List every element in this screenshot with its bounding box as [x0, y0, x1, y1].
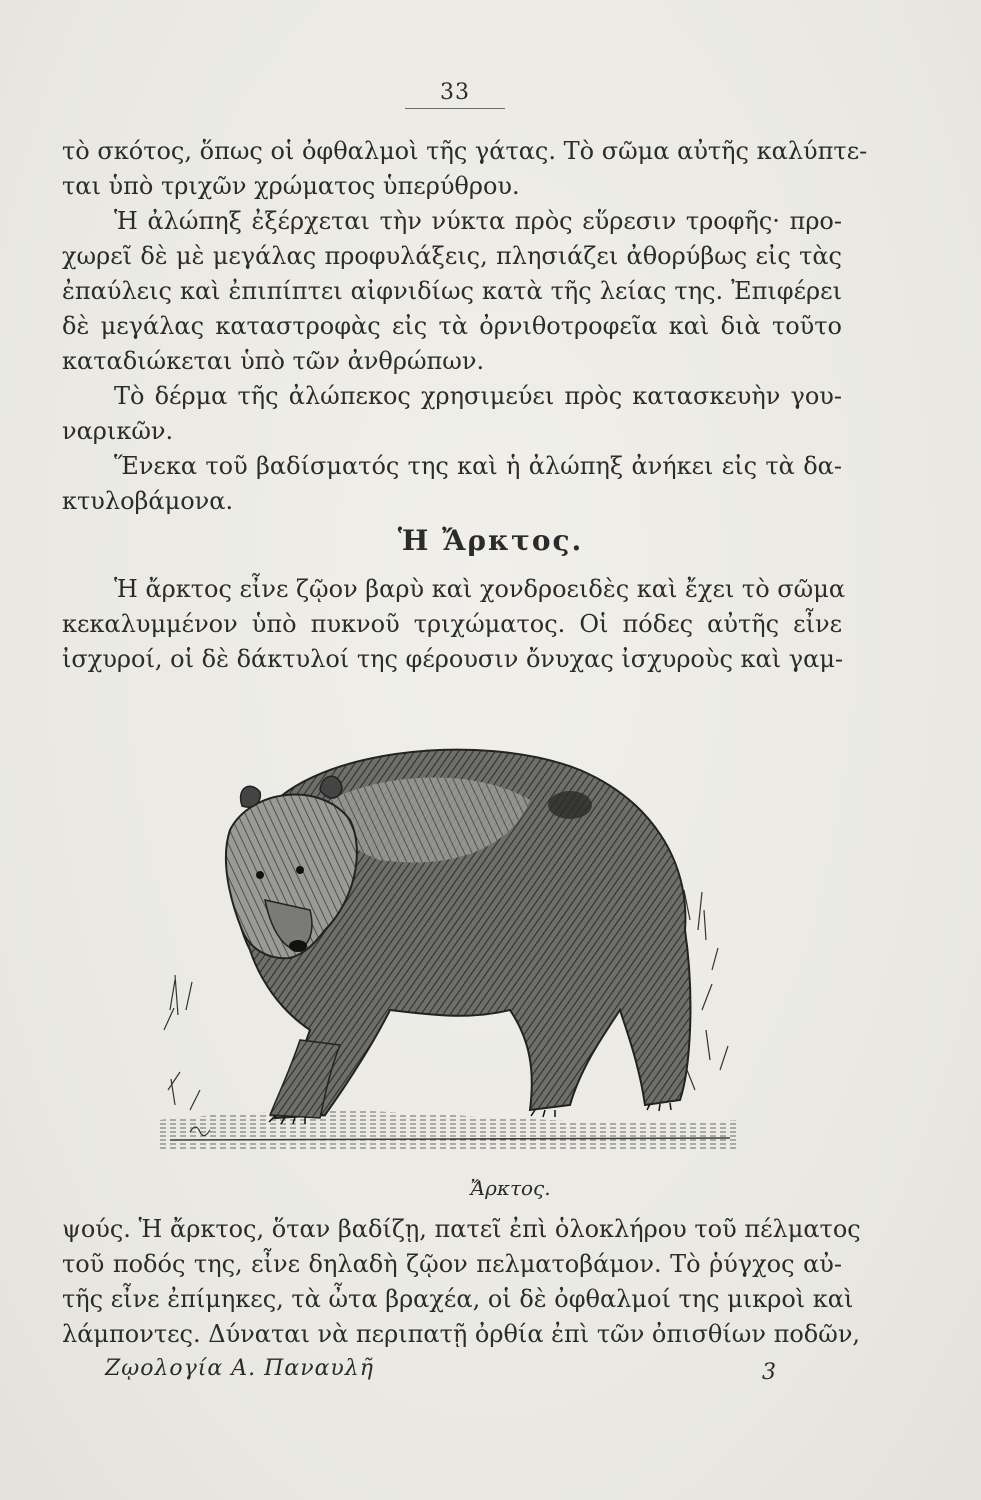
text-line: ναρικῶν. [62, 417, 174, 445]
text-line: ἰσχυροί, οἱ δὲ δάκτυλοί της φέρουσιν ὄνυχας ἰσχυροὺς καὶ γαμ- [62, 645, 844, 673]
text-line: Ἕνεκα τοῦ βαδίσματός της καὶ ἡ ἀλώπηξ ἀνήκει εἰς τὰ δα- [114, 452, 842, 480]
paragraph-block-fox [62, 134, 868, 519]
text-line: Τὸ δέρμα τῆς ἀλώπεκος χρησιμεύει πρὸς κατασκευὴν γου- [114, 382, 842, 410]
paragraph-block-bear-continued [62, 1212, 861, 1352]
page-number: 33 [440, 80, 470, 105]
page-number-rule [405, 108, 505, 109]
text-line: τὸ σκότος, ὅπως οἱ ὀφθαλμοὶ τῆς γάτας. Τὸ σῶμα αὐτῆς καλύπτε- [62, 137, 868, 165]
text-line: κτυλοβάμονα. [62, 487, 234, 515]
text-line: τῆς εἶνε ἐπίμηκες, τὰ ὦτα βραχέα, οἱ δὲ ὀφθαλμοί της μικροὶ καὶ [62, 1285, 854, 1313]
text-line: χωρεῖ δὲ μὲ μεγάλας προφυλάξεις, πλησιάζει ἀθορύβως εἰς τὰς [62, 242, 842, 270]
text-line: Ἡ ἀλώπηξ ἐξέρχεται τὴν νύκτα πρὸς εὕρεσιν τροφῆς· προ- [114, 207, 842, 235]
text-line: καταδιώκεται ὑπὸ τῶν ἀνθρώπων. [62, 347, 485, 375]
figure-caption: Ἄρκτος. [470, 1176, 551, 1200]
text-line: Ἡ ἄρκτος εἶνε ζῷον βαρὺ καὶ χονδροειδὲς καὶ ἔχει τὸ σῶμα [114, 575, 846, 603]
footer-signature-mark: 3 [762, 1360, 776, 1385]
paragraph-block-bear [62, 572, 846, 677]
text-line: ται ὑπὸ τριχῶν χρώματος ὑπερύθρου. [62, 172, 520, 200]
text-line: λάμποντες. Δύναται νὰ περιπατῇ ὀρθία ἐπὶ τῶν ὀπισθίων ποδῶν, [62, 1320, 861, 1348]
text-line: τοῦ ποδός της, εἶνε δηλαδὴ ζῷον πελματοβάμον. Τὸ ῥύγχος αὐ- [62, 1250, 842, 1278]
bear-illustration [150, 710, 750, 1170]
text-line: δὲ μεγάλας καταστροφὰς εἰς τὰ ὀρνιθοτροφεῖα καὶ διὰ τοῦτο [62, 312, 842, 340]
text-line: κεκαλυμμένον ὑπὸ πυκνοῦ τριχώματος. Οἱ πόδες αὐτῆς εἶνε [62, 610, 842, 638]
section-heading: Ἡ Ἄρκτος. [397, 524, 584, 557]
text-line: ἐπαύλεις καὶ ἐπιπίπτει αἰφνιδίως κατὰ τῆς λείας της. Ἐπιφέρει [62, 277, 842, 305]
footer-book-title: Ζῳολογία Α. Παναυλῆ [105, 1356, 374, 1381]
text-line: ψούς. Ἡ ἄρκτος, ὅταν βαδίζῃ, πατεῖ ἐπὶ ὁλοκλήρου τοῦ πέλματος [62, 1215, 861, 1243]
